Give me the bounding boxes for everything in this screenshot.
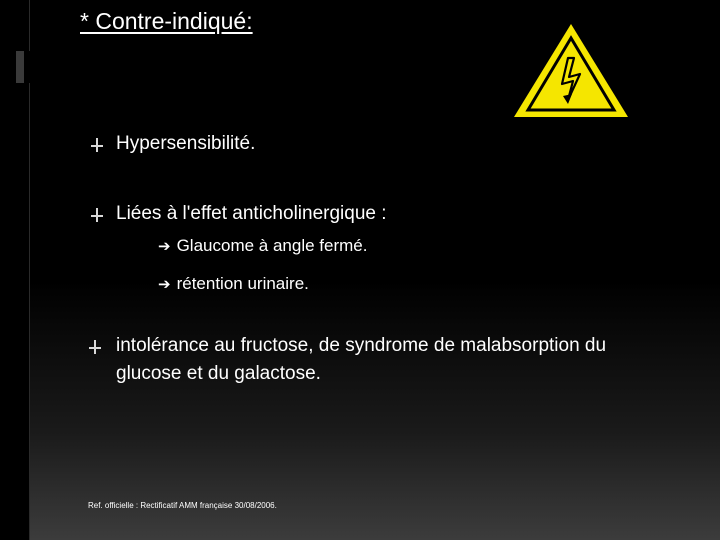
arrow-icon: ➔ [158,238,171,255]
bullet-anticholinergique: Liées à l'effet anticholinergique : [116,203,387,224]
bullet-intolerance: intolérance au fructose, de syndrome de malabsorption du glucose et du galactose. [116,335,607,384]
arrow-icon: ➔ [158,276,171,293]
cross-bullet-icon [88,340,102,354]
accent-block-inner [24,51,30,83]
subitem-retention [158,274,309,294]
cross-bullet-icon [90,138,104,152]
slide-title: * Contre-indiqué: [80,8,253,34]
subitem-text: Glaucome à angle fermé. [176,236,368,255]
subitem-text: rétention urinaire. [176,274,309,293]
cross-bullet-icon [90,208,104,222]
reference-note: Ref. officielle : Rectificatif AMM française 30/08/2006. [88,501,277,510]
subitem-glaucome [158,236,367,256]
bullet-hypersensibilite: Hypersensibilité. [116,133,256,154]
high-voltage-warning-icon [506,16,636,124]
